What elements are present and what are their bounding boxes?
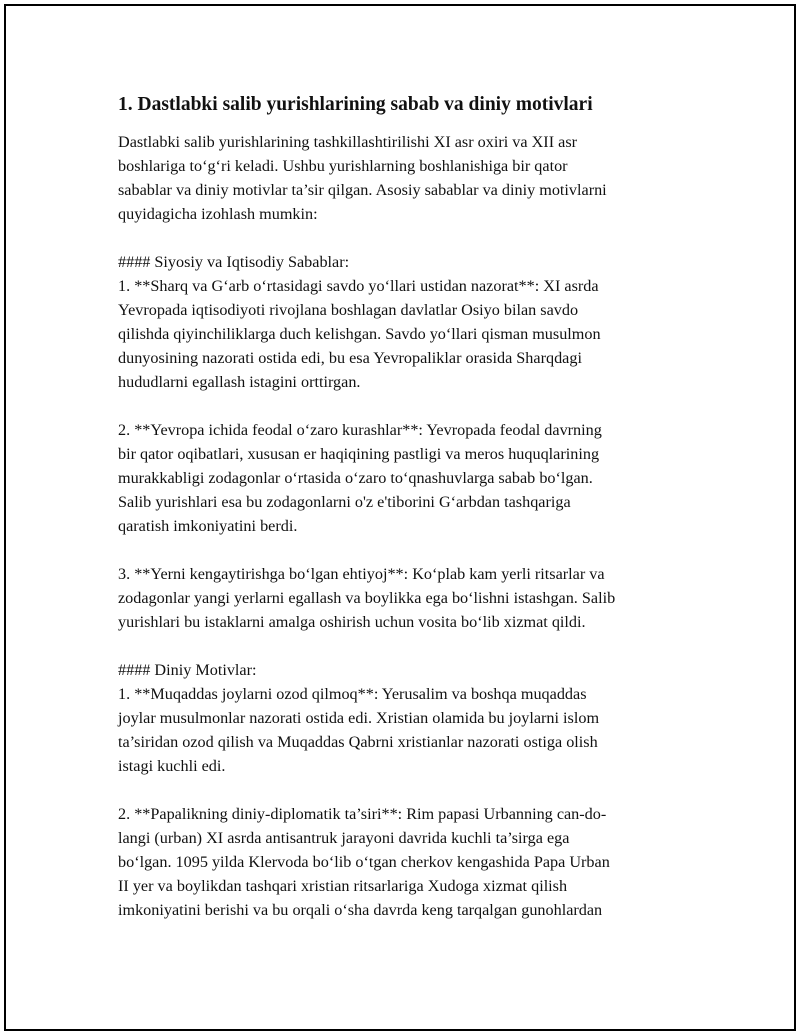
text-line: boshlariga to‘g‘ri keladi. Ushbu yurishlarning boshlanishiga bir qator: [118, 157, 568, 175]
intro-paragraph: [118, 130, 688, 226]
text-line: joylar musulmonlar nazorati ostida edi. Xristian olamida bu joylarni islom: [118, 709, 600, 727]
text-line: Salib yurishlari esa bu zodagonlarni o'z e'tiborini G‘arbdan tashqariga: [118, 493, 571, 511]
text-line: quyidagicha izohlash mumkin:: [118, 205, 318, 223]
text-line: zodagonlar yangi yerlarni egallash va boylikka ega bo‘lishni istashgan. Salib: [118, 589, 616, 607]
text-line: dunyosining nazorati ostida edi, bu esa Yevropaliklar orasida Sharqdagi: [118, 349, 582, 367]
section-heading: #### Siyosiy va Iqtisodiy Sabablar:: [118, 253, 350, 271]
text-line: qilishda qiyinchiliklarga duch kelishgan. Savdo yo‘llari qisman musulmon: [118, 325, 601, 343]
text-line: sabablar va diniy motivlar ta’sir qilgan. Asosiy sabablar va diniy motivlarni: [118, 181, 607, 199]
section-political-economic: [118, 250, 688, 634]
text-line: 3. **Yerni kengaytirishga bo‘lgan ehtiyoj**: Ko‘plab kam yerli ritsarlar va: [118, 565, 605, 583]
text-line: langi (urban) XI asrda antisantruk jarayoni davrida kuchli ta’sirga ega: [118, 829, 570, 847]
text-line: 1. **Sharq va G‘arb o‘rtasidagi savdo yo‘llari ustidan nazorat**: XI asrda: [118, 277, 599, 295]
document-body: [118, 92, 688, 922]
paragraph-gap: [118, 538, 688, 562]
section-religious-motives: [118, 658, 688, 922]
text-line: ta’siridan ozod qilish va Muqaddas Qabrni xristianlar nazorati ostiga olish: [118, 733, 598, 751]
text-line: murakkabligi zodagonlar o‘rtasida o‘zaro to‘qnashuvlarga sabab bo‘lgan.: [118, 469, 593, 487]
text-line: Dastlabki salib yurishlarining tashkillashtirilishi XI asr oxiri va XII asr: [118, 133, 578, 151]
text-line: 2. **Yevropa ichida feodal o‘zaro kurashlar**: Yevropada feodal davrning: [118, 421, 602, 439]
text-line: Yevropada iqtisodiyoti rivojlana boshlagan davlatlar Osiyo bilan savdo: [118, 301, 579, 319]
text-line: bo‘lgan. 1095 yilda Klervoda bo‘lib o‘tgan cherkov kengashida Papa Urban: [118, 853, 610, 871]
paragraph-gap: [118, 634, 688, 658]
text-line: hududlarni egallash istagini orttirgan.: [118, 373, 361, 391]
paragraph-gap: [118, 394, 688, 418]
text-line: istagi kuchli edi.: [118, 757, 226, 775]
text-line: qaratish imkoniyatini berdi.: [118, 517, 298, 535]
section-heading: #### Diniy Motivlar:: [118, 661, 257, 679]
text-line: bir qator oqibatlari, xususan er haqiqining pastligi va meros huquqlarining: [118, 445, 600, 463]
paragraph-gap: [118, 778, 688, 802]
text-line: II yer va boylikdan tashqari xristian ritsarlariga Xudoga xizmat qilish: [118, 877, 568, 895]
paragraph-gap: [118, 226, 688, 250]
text-line: imkoniyatini berishi va bu orqali o‘sha davrda keng tarqalgan gunohlardan: [118, 901, 603, 919]
text-line: 1. **Muqaddas joylarni ozod qilmoq**: Yerusalim va boshqa muqaddas: [118, 685, 587, 703]
text-line: 2. **Papalikning diniy-diplomatik ta’siri**: Rim papasi Urbanning can-do-: [118, 805, 607, 823]
document-title: 1. Dastlabki salib yurishlarining sabab va diniy motivlari: [118, 94, 593, 115]
text-line: yurishlari bu istaklarni amalga oshirish uchun vosita bo‘lib xizmat qildi.: [118, 613, 586, 631]
